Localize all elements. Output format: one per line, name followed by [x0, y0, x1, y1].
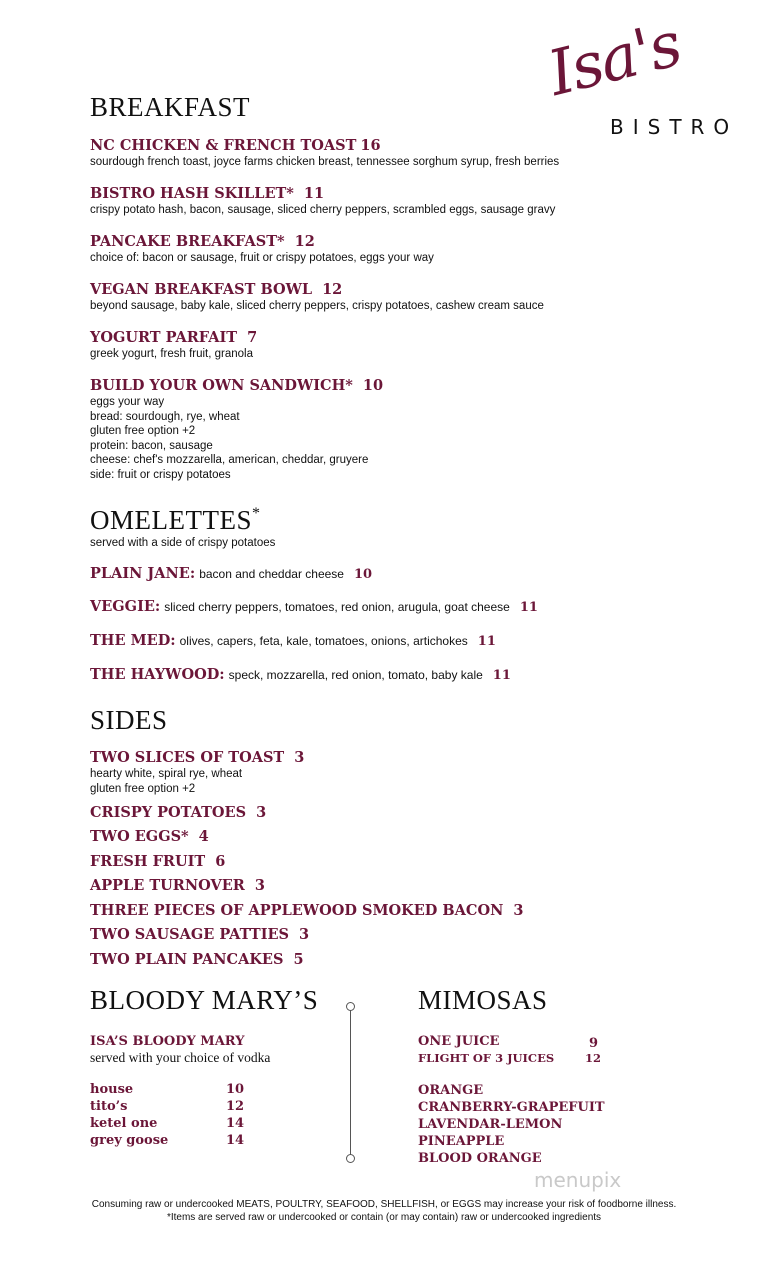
item-description: speck, mozzarella, red onion, tomato, baby kale [228, 668, 483, 682]
item-price: 3 [513, 902, 524, 919]
side-item [90, 853, 225, 871]
item-description-line: protein: bacon, sausage [90, 439, 213, 452]
menu-item [90, 329, 257, 362]
item-price: 7 [247, 329, 258, 346]
item-description-line: gluten free option +2 [90, 782, 196, 795]
divider-ornament-top [346, 1002, 355, 1011]
item-description-line: side: fruit or crispy potatoes [90, 468, 231, 481]
side-item-toast [90, 749, 304, 796]
menu-item [90, 137, 559, 170]
side-item [90, 951, 304, 969]
item-price: 5 [293, 951, 304, 968]
item-description-line: cheese: chef's mozzarella, american, cheddar, gruyere [90, 454, 369, 466]
vodka-option: ketel one [90, 1116, 158, 1131]
item-price: 12 [322, 281, 343, 298]
mimosa-flight: FLIGHT OF 3 JUICES [418, 1051, 555, 1065]
item-name: FRESH FRUIT [90, 853, 206, 870]
watermark: menupix [534, 1168, 622, 1192]
omelettes-title: OMELETTES [90, 505, 252, 535]
juice-option: LAVENDAR-LEMON [418, 1117, 563, 1132]
item-price: 4 [198, 828, 209, 845]
item-description: sourdough french toast, joyce farms chicken breast, tennessee sorghum syrup, fresh berries [90, 156, 560, 168]
juice-option: ORANGE [418, 1083, 484, 1098]
column-divider [350, 1006, 351, 1160]
item-name: YOGURT PARFAIT [90, 329, 238, 346]
side-item [90, 804, 266, 822]
item-name: TWO EGGS* [90, 828, 189, 845]
item-name: VEGGIE: [90, 598, 161, 615]
item-name: THE HAYWOOD: [90, 666, 225, 683]
breakfast-heading: BREAKFAST [90, 92, 251, 122]
item-price: 10 [362, 377, 384, 394]
item-price: 3 [254, 877, 265, 894]
item-name: APPLE TURNOVER [90, 877, 245, 894]
item-price: 11 [303, 185, 325, 202]
vodka-price: 10 [226, 1082, 245, 1097]
item-description-line: gluten free option +2 [90, 425, 196, 437]
vodka-option: tito’s [90, 1099, 128, 1114]
menu-item [90, 281, 544, 314]
item-price: 3 [294, 749, 305, 766]
mimosa-one-juice-price: 9 [589, 1036, 599, 1051]
omelettes-subtitle: served with a side of crispy potatoes [90, 537, 276, 549]
item-name: NC CHICKEN & FRENCH TOAST [90, 137, 357, 154]
mimosa-flight-price: 12 [585, 1051, 602, 1065]
item-name: PANCAKE BREAKFAST* [90, 233, 285, 250]
item-price: 3 [299, 926, 310, 943]
item-description: greek yogurt, fresh fruit, granola [90, 348, 253, 360]
vodka-price: 12 [226, 1099, 245, 1114]
item-description: olives, capers, feta, kale, tomatoes, onions, artichokes [179, 634, 468, 648]
side-item [90, 926, 309, 944]
vodka-price: 14 [226, 1133, 245, 1148]
item-description: crispy potato hash, bacon, sausage, sliced cherry peppers, scrambled eggs, sausage gravy [90, 204, 556, 216]
bloody-mary-heading: BLOODY MARY’S [90, 985, 319, 1015]
item-name: THE MED: [90, 632, 176, 649]
item-name: TWO SLICES OF TOAST [90, 749, 285, 766]
sides-heading: SIDES [90, 705, 168, 735]
item-description-line: eggs your way [90, 396, 165, 408]
item-description: choice of: bacon or sausage, fruit or crispy potatoes, eggs your way [90, 252, 434, 264]
menu-item [90, 233, 434, 266]
menu-item-sandwich [90, 377, 383, 482]
bloody-mary-item: ISA’S BLOODY MARY [90, 1034, 245, 1049]
item-name: CRISPY POTATOES [90, 804, 247, 821]
vodka-option: grey goose [90, 1133, 169, 1148]
item-price: 11 [477, 634, 496, 649]
item-price: 12 [294, 233, 315, 250]
juice-option: BLOOD ORANGE [418, 1151, 542, 1166]
item-description: bacon and cheddar cheese [199, 567, 344, 581]
logo-subtitle: BISTRO [610, 115, 739, 139]
item-price: 3 [256, 804, 267, 821]
item-name: BUILD YOUR OWN SANDWICH* [90, 377, 353, 394]
juice-option: CRANBERRY-GRAPEFUIT [418, 1100, 605, 1115]
footer-warning: Consuming raw or undercooked MEATS, POULTRY, SEAFOOD, SHELLFISH, or EGGS may increase your risk of foodborne illness. [91, 1199, 677, 1210]
vodka-price: 14 [226, 1116, 245, 1131]
omelette-item [90, 565, 372, 583]
vodka-option: house [90, 1082, 134, 1097]
omelette-item [90, 632, 496, 650]
item-price: 10 [353, 567, 373, 582]
logo-script: Isa's [541, 7, 688, 110]
juice-option: PINEAPPLE [418, 1134, 505, 1149]
omelettes-asterisk: * [251, 505, 261, 522]
mimosa-one-juice: ONE JUICE [418, 1034, 500, 1049]
item-name: PLAIN JANE: [90, 565, 196, 582]
divider-ornament-bottom [346, 1154, 355, 1163]
item-name: TWO PLAIN PANCAKES [90, 951, 284, 968]
item-price: 6 [215, 853, 226, 870]
menu-item [90, 185, 555, 218]
item-name: VEGAN BREAKFAST BOWL [90, 281, 313, 298]
item-description-line: bread: sourdough, rye, wheat [90, 410, 240, 423]
omelette-item [90, 598, 538, 616]
footer-note: *Items are served raw or undercooked or contain (or may contain) raw or undercooked ingredients [166, 1212, 602, 1223]
item-name: TWO SAUSAGE PATTIES [90, 926, 289, 943]
item-description-line: hearty white, spiral rye, wheat [90, 768, 243, 780]
bloody-mary-description: served with your choice of vodka [90, 1050, 271, 1065]
item-price: 11 [519, 600, 538, 615]
side-item [90, 828, 209, 846]
omelettes-heading [90, 505, 260, 536]
item-description: beyond sausage, baby kale, sliced cherry peppers, crispy potatoes, cashew cream sauce [90, 300, 544, 312]
mimosas-heading: MIMOSAS [418, 985, 548, 1015]
side-item [90, 877, 265, 895]
omelette-item [90, 666, 511, 684]
item-name: BISTRO HASH SKILLET* [90, 185, 294, 202]
item-price: 16 [360, 137, 381, 154]
item-price: 11 [492, 668, 511, 683]
item-name: THREE PIECES OF APPLEWOOD SMOKED BACON [90, 902, 504, 919]
item-description: sliced cherry peppers, tomatoes, red onion, arugula, goat cheese [164, 600, 510, 614]
side-item [90, 902, 523, 920]
